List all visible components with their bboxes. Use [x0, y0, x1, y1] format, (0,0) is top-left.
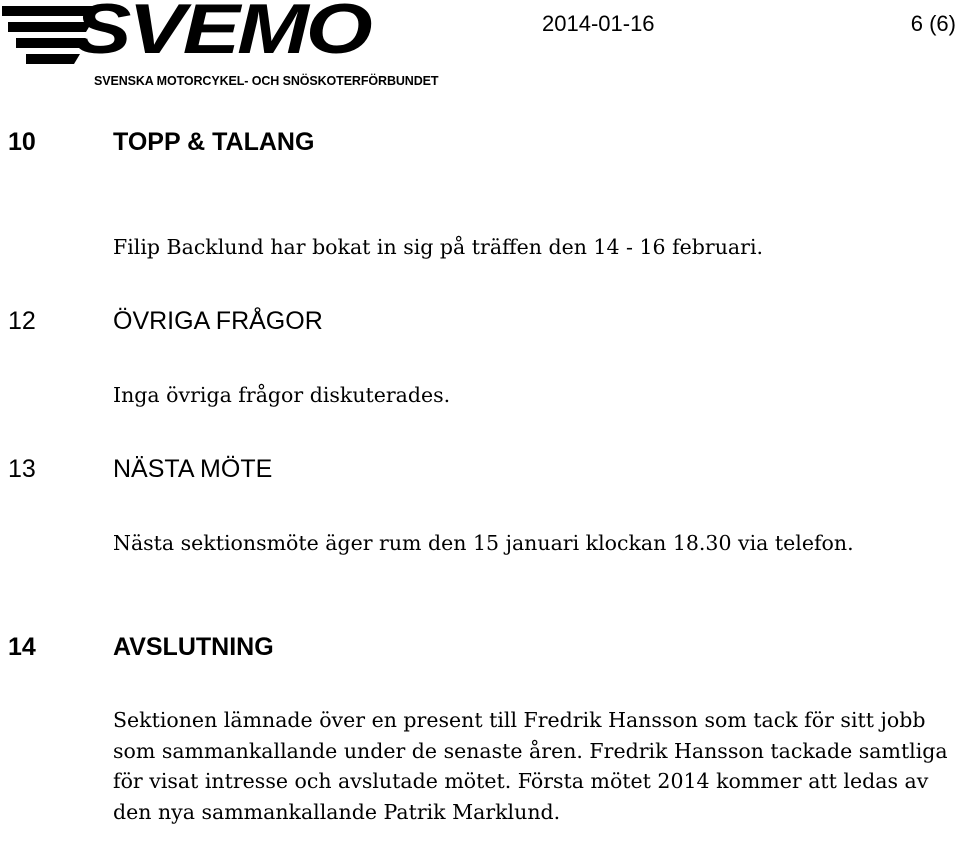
section-number: 12 [8, 307, 36, 335]
logo-tagline: SVENSKA MOTORCYKEL- OCH SNÖSKOTERFÖRBUNDET [94, 74, 439, 88]
section-title: NÄSTA MÖTE [113, 455, 273, 483]
section-title: TOPP & TALANG [113, 128, 315, 156]
section-body: Nästa sektionsmöte äger rum den 15 januari klockan 18.30 via telefon. [113, 531, 854, 555]
logo-wordmark: SVEMO [74, 0, 370, 69]
page-number: 6 (6) [910, 11, 956, 36]
section-title: AVSLUTNING [113, 633, 274, 661]
section-body: Sektionen lämnade över en present till Fredrik Hansson som tack för sitt jobb som sammankallande under de senaste åren. Fredrik Hansson tackade samtliga för visat intresse och avslutade mötet. Första mötet 2014 kommer att ledas av den nya sammankallande Patrik Marklund. [113, 708, 948, 824]
section-number: 13 [8, 455, 36, 483]
section-body: Filip Backlund har bokat in sig på träffen den 14 - 16 februari. [113, 235, 764, 259]
section-number: 14 [8, 633, 36, 661]
document-date: 2014-01-16 [542, 11, 655, 36]
section-body: Inga övriga frågor diskuterades. [113, 383, 451, 407]
section-title: ÖVRIGA FRÅGOR [113, 307, 323, 335]
svemo-logo [2, 0, 439, 92]
section-number: 10 [8, 128, 36, 156]
